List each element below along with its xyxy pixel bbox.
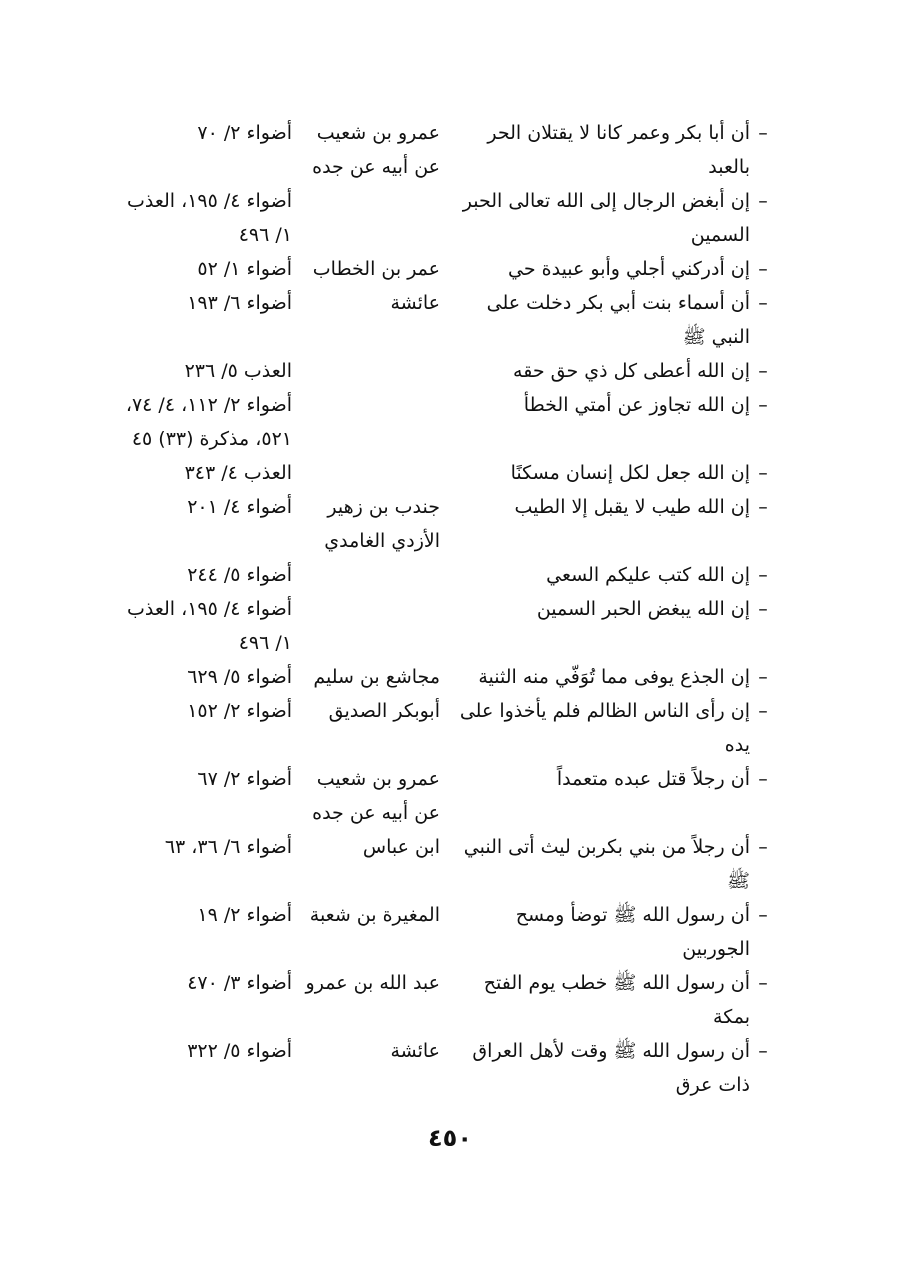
bullet-dash: – — [758, 972, 768, 994]
reference: أضواء ٥/ ٦٢٩ — [187, 666, 292, 688]
bullet-dash: – — [758, 122, 768, 144]
reference: العذب ٥/ ٢٣٦ — [184, 360, 292, 382]
narrator: عائشة — [390, 292, 440, 314]
bullet-dash: – — [758, 496, 768, 518]
hadith-text: إن الجذع يوفى مما تُوَفّي منه الثنية — [478, 666, 750, 688]
bullet-dash: – — [758, 836, 768, 858]
list-item — [120, 184, 776, 252]
hadith-text: إن الله كتب عليكم السعي — [546, 564, 750, 586]
reference: أضواء ١/ ٥٢ — [197, 258, 292, 280]
bullet-dash: – — [758, 360, 768, 382]
narrator: عائشة — [390, 1040, 440, 1062]
hadith-text: أن أبا بكر وعمر كانا لا يقتلان الحر بالعبد — [487, 122, 750, 178]
hadith-text: إن الله أعطى كل ذي حق حقه — [513, 360, 750, 382]
list-item — [120, 660, 776, 694]
bullet-dash: – — [758, 598, 768, 620]
narrator: عمرو بن شعيب عن أبيه عن جده — [312, 768, 440, 824]
list-item — [120, 1034, 776, 1102]
hadith-text: إن رأى الناس الظالم فلم يأخذوا على يده — [459, 700, 750, 756]
hadith-text: أن أسماء بنت أبي بكر دخلت على النبي ﷺ — [486, 292, 750, 348]
bullet-dash: – — [758, 292, 768, 314]
reference: أضواء ٢/ ١٥٢ — [187, 700, 292, 722]
narrator: جندب بن زهير الأزدي الغامدي — [324, 496, 440, 552]
list-item — [120, 252, 776, 286]
list-item — [120, 898, 776, 966]
list-item — [120, 490, 776, 558]
reference: أضواء ٥/ ٢٤٤ — [187, 564, 292, 586]
narrator: المغيرة بن شعبة — [309, 904, 440, 926]
list-item — [120, 966, 776, 1034]
bullet-dash: – — [758, 190, 768, 212]
bullet-dash: – — [758, 666, 768, 688]
reference: أضواء ٢/ ١٩ — [197, 904, 292, 926]
list-item — [120, 388, 776, 456]
hadith-text: إن الله يبغض الحبر السمين — [536, 598, 750, 620]
page-number: ٤٥٠ — [428, 1124, 472, 1152]
bullet-dash: – — [758, 462, 768, 484]
bullet-dash: – — [758, 768, 768, 790]
hadith-text: أن رجلاً من بني بكربن ليث أتى النبي ﷺ — [463, 836, 750, 892]
narrator: أبوبكر الصديق — [328, 700, 440, 722]
reference: أضواء ٥/ ٣٢٢ — [187, 1040, 292, 1062]
bullet-dash: – — [758, 1040, 768, 1062]
list-item — [120, 354, 776, 388]
hadith-text: إن أبغض الرجال إلى الله تعالى الحبر السمين — [462, 190, 750, 246]
list-item — [120, 456, 776, 490]
hadith-text: إن أدركني أجلي وأبو عبيدة حي — [508, 258, 750, 280]
list-item — [120, 116, 776, 184]
reference: أضواء ٦/ ١٩٣ — [187, 292, 292, 314]
bullet-dash: – — [758, 564, 768, 586]
hadith-text: أن رسول الله ﷺ وقت لأهل العراق ذات عرق — [472, 1040, 750, 1096]
reference: العذب ٤/ ٣٤٣ — [184, 462, 292, 484]
reference: أضواء ٤/ ١٩٥، العذب ١/ ٤٩٦ — [126, 598, 292, 654]
hadith-text: أن رجلاً قتل عبده متعمداً — [556, 768, 750, 790]
bullet-dash: – — [758, 258, 768, 280]
hadith-index-list — [120, 116, 776, 1102]
narrator: عمر بن الخطاب — [312, 258, 440, 280]
list-item — [120, 762, 776, 830]
hadith-text: أن رسول الله ﷺ خطب يوم الفتح بمكة — [483, 972, 750, 1028]
reference: أضواء ٤/ ٢٠١ — [187, 496, 292, 518]
list-item — [120, 830, 776, 898]
reference: أضواء ٤/ ١٩٥، العذب ١/ ٤٩٦ — [126, 190, 292, 246]
reference: أضواء ٢/ ١١٢، ٤/ ٧٤، ٥٢١، مذكرة (٣٣) ٤٥ — [125, 394, 292, 450]
list-item — [120, 694, 776, 762]
list-item — [120, 592, 776, 660]
hadith-text: إن الله طيب لا يقبل إلا الطيب — [514, 496, 750, 518]
narrator: مجاشع بن سليم — [313, 666, 440, 688]
hadith-text: إن الله جعل لكل إنسان مسكنًا — [510, 462, 750, 484]
narrator: ابن عباس — [362, 836, 440, 858]
reference: أضواء ٦/ ٣٦، ٦٣ — [164, 836, 292, 858]
reference: أضواء ٣/ ٤٧٠ — [187, 972, 292, 994]
bullet-dash: – — [758, 394, 768, 416]
list-item — [120, 286, 776, 354]
narrator: عمرو بن شعيب عن أبيه عن جده — [312, 122, 440, 178]
reference: أضواء ٢/ ٦٧ — [197, 768, 292, 790]
hadith-text: أن رسول الله ﷺ توضأ ومسح الجوربين — [515, 904, 750, 960]
hadith-text: إن الله تجاوز عن أمتي الخطأ — [523, 394, 750, 416]
list-item — [120, 558, 776, 592]
bullet-dash: – — [758, 904, 768, 926]
bullet-dash: – — [758, 700, 768, 722]
narrator: عبد الله بن عمرو — [305, 972, 440, 994]
reference: أضواء ٢/ ٧٠ — [197, 122, 292, 144]
